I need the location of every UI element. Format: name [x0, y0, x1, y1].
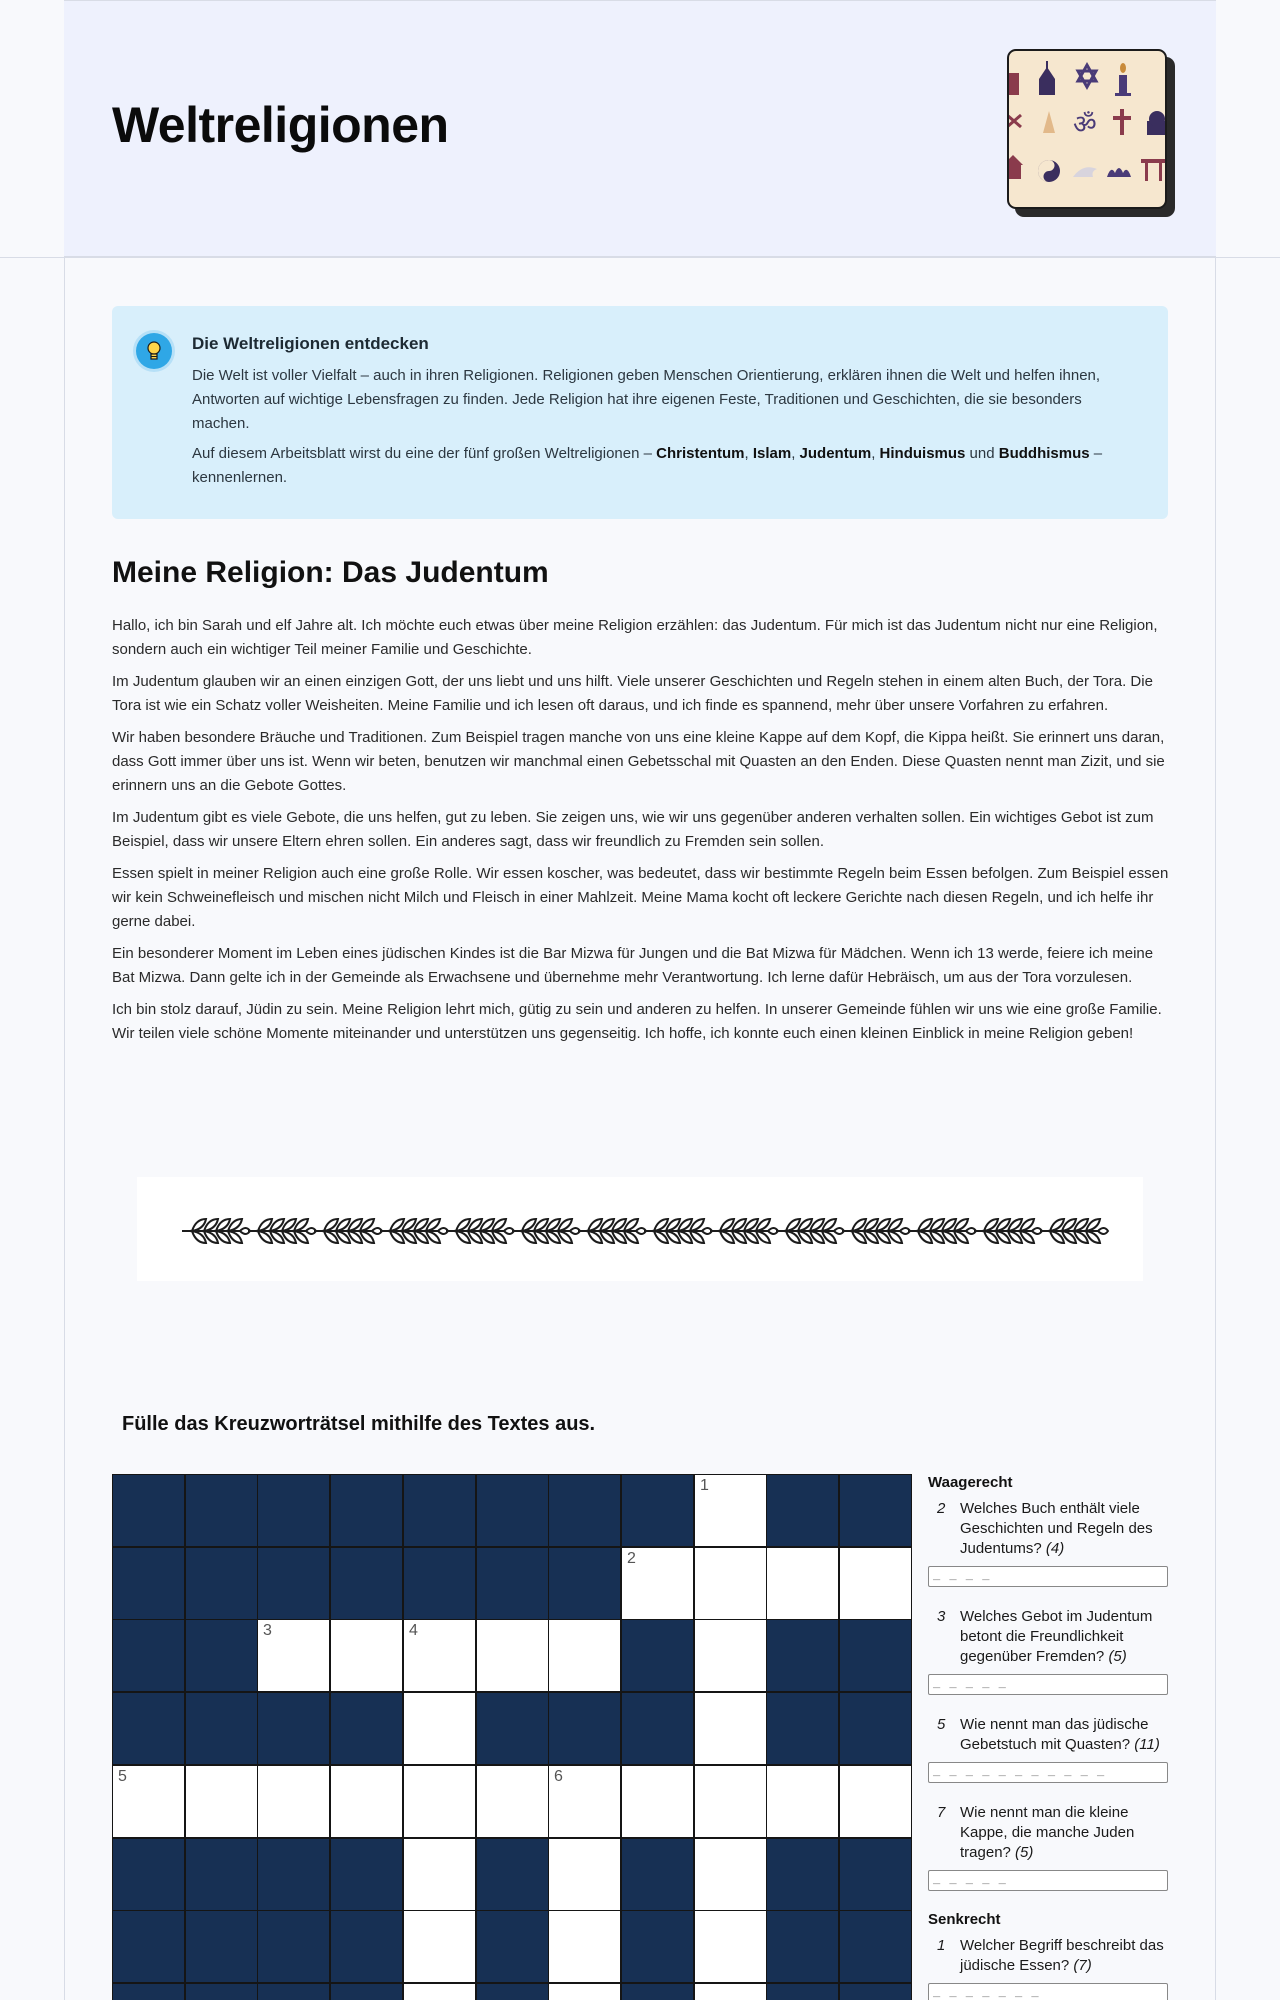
clue-length: (4) — [1045, 1540, 1065, 1557]
crossword-input-cell[interactable] — [694, 1838, 767, 1911]
olive-branch-icon — [1040, 1219, 1108, 1243]
clue-question: Wie nennt man das jüdische Gebetstuch mit Quasten? — [960, 1716, 1149, 1753]
olive-branch-icon — [512, 1219, 580, 1243]
crossword-clue-number: 2 — [627, 1550, 636, 1567]
crossword-block-cell — [257, 1838, 330, 1911]
crossword-clue-number: 4 — [409, 1622, 418, 1639]
crossword-block-cell — [403, 1474, 476, 1547]
crossword-block-cell — [257, 1547, 330, 1620]
callout-body — [192, 364, 1142, 490]
clue-number: 1 — [937, 1937, 946, 1954]
separator: , — [744, 445, 753, 462]
religion-islam: Islam — [752, 445, 792, 462]
crossword-block-cell — [112, 1474, 185, 1547]
crossword-block-cell — [330, 1547, 403, 1620]
olive-branch-icon — [974, 1219, 1042, 1243]
crossword-block-cell — [476, 1910, 549, 1983]
crossword-input-cell[interactable] — [330, 1619, 403, 1692]
olive-branch-icon — [776, 1219, 844, 1243]
crossword-input-cell[interactable] — [839, 1547, 912, 1620]
crossword-block-cell — [766, 1983, 839, 2000]
separator: , — [871, 445, 880, 462]
olive-branch-icon — [248, 1219, 316, 1243]
religion-hinduismus: Hinduismus — [879, 445, 966, 462]
crossword-block-cell — [185, 1547, 258, 1620]
crossword-block-cell — [476, 1692, 549, 1765]
crossword-input-cell[interactable] — [403, 1619, 476, 1692]
crossword-block-cell — [621, 1910, 694, 1983]
crossword-input-cell[interactable] — [257, 1765, 330, 1838]
crossword-block-cell — [185, 1692, 258, 1765]
callout-paragraph-1: Die Welt ist voller Vielfalt – auch in ihren Religionen. Religionen geben Menschen Orientierung, erklären ihnen die Welt und helfen ihnen, Antworten auf wichtige Lebensfragen zu finden. Jede Religion hat ihre eigenen Feste, Traditionen und Geschichten, die sie besonders machen. — [192, 367, 1101, 432]
crossword-block-cell — [330, 1910, 403, 1983]
crossword-input-cell[interactable] — [330, 1765, 403, 1838]
svg-text:ॐ: ॐ — [1073, 110, 1097, 140]
clue-item — [928, 1936, 1168, 2000]
crossword-input-cell[interactable] — [257, 1619, 330, 1692]
crossword-input-cell[interactable] — [694, 1619, 767, 1692]
olive-branch-icon — [182, 1219, 250, 1243]
clue-number: 2 — [937, 1500, 946, 1517]
crossword-block-cell — [621, 1838, 694, 1911]
clue-text — [928, 1715, 1168, 1755]
crossword-input-cell[interactable] — [548, 1838, 621, 1911]
crossword-input-cell[interactable] — [403, 1765, 476, 1838]
crossword-block-cell — [766, 1838, 839, 1911]
crossword-block-cell — [330, 1474, 403, 1547]
crossword-block-cell — [257, 1692, 330, 1765]
crossword-block-cell — [839, 1910, 912, 1983]
crossword-input-cell[interactable] — [766, 1547, 839, 1620]
crossword-block-cell — [257, 1983, 330, 2000]
crossword-input-cell[interactable] — [185, 1765, 258, 1838]
callout-title: Die Weltreligionen entdecken — [192, 334, 429, 353]
down-clues — [928, 1936, 1168, 2000]
crossword-block-cell — [112, 1910, 185, 1983]
crossword-clues — [928, 1474, 1168, 2000]
clue-length: (7) — [1073, 1957, 1092, 1974]
crossword-block-cell — [839, 1474, 912, 1547]
clue-question: Welcher Begriff beschreibt das jüdische Essen? — [960, 1937, 1164, 1974]
crossword-input-cell[interactable] — [476, 1619, 549, 1692]
religion-judentum: Judentum — [799, 445, 872, 462]
olive-branch-icon — [644, 1219, 712, 1243]
crossword-block-cell — [766, 1474, 839, 1547]
answer-field[interactable]: _ _ _ _ _ — [928, 1674, 1168, 1695]
clue-item — [928, 1715, 1168, 1783]
crossword-block-cell — [548, 1692, 621, 1765]
story-paragraph: Wir haben besondere Bräuche und Traditionen. Zum Beispiel tragen manche von uns eine kleine Kappe auf dem Kopf, die Kippa heißt. Sie erinnert uns daran, dass Gott immer über uns ist. Wenn wir beten, benutzen wir manchmal einen Gebetsschal mit Quasten an den Enden. Diese Quasten nennt man Zizit, und sie erinnern uns an die Gebote Gottes. — [112, 729, 1165, 794]
crossword-block-cell — [839, 1983, 912, 2000]
story-paragraph: Im Judentum glauben wir an einen einzigen Gott, der uns liebt und uns hilft. Viele unserer Geschichten und Regeln stehen in einem alten Buch, der Tora. Die Tora ist wie ein Schatz voller Weisheiten. Meine Familie und ich lesen oft daraus, und ich finde es spannend, mehr über unsere Vorfahren zu erfahren. — [112, 673, 1153, 714]
crossword-input-cell[interactable] — [403, 1692, 476, 1765]
crossword-input-cell[interactable] — [548, 1765, 621, 1838]
clue-text — [928, 1803, 1168, 1863]
olive-branch-icon — [446, 1219, 514, 1243]
crossword-input-cell[interactable] — [694, 1765, 767, 1838]
crossword-input-cell[interactable] — [548, 1983, 621, 2000]
page-border-left — [64, 0, 65, 2000]
crossword-block-cell — [112, 1838, 185, 1911]
crossword-block-cell — [766, 1619, 839, 1692]
crossword-input-cell[interactable] — [621, 1765, 694, 1838]
clue-length: (5) — [1015, 1844, 1034, 1861]
clue-item — [928, 1803, 1168, 1891]
answer-field[interactable]: _ _ _ _ _ — [928, 1870, 1168, 1891]
crossword-block-cell — [548, 1547, 621, 1620]
crossword-block-cell — [403, 1547, 476, 1620]
olive-branch-icon — [908, 1219, 976, 1243]
clue-length: (5) — [1108, 1648, 1127, 1665]
crossword-block-cell — [476, 1547, 549, 1620]
clue-question: Welches Buch enthält viele Geschichten und Regeln des Judentums? — [960, 1500, 1153, 1557]
clue-text — [928, 1607, 1168, 1667]
clue-number: 5 — [937, 1716, 946, 1733]
crossword-grid — [112, 1474, 913, 2000]
clue-item — [928, 1607, 1168, 1695]
crossword-block-cell — [330, 1692, 403, 1765]
crossword-input-cell[interactable] — [112, 1765, 185, 1838]
crossword-clue-number: 6 — [554, 1768, 563, 1785]
religion-christentum: Christentum — [656, 445, 745, 462]
lightbulb-icon — [136, 333, 172, 369]
crossword-block-cell — [839, 1838, 912, 1911]
crossword-input-cell[interactable] — [403, 1983, 476, 2000]
olive-branch-icon — [578, 1219, 646, 1243]
story-paragraph: Ich bin stolz darauf, Jüdin zu sein. Meine Religion lehrt mich, gütig zu sein und anderen zu helfen. In unserer Gemeinde fühlen wir uns wie eine große Familie. Wir teilen viele schöne Momente miteinander und unterstützen uns gegenseitig. Ich hoffe, ich konnte euch einen kleinen Einblick in meine Religion geben! — [112, 1001, 1162, 1042]
crossword-block-cell — [112, 1692, 185, 1765]
crossword-block-cell — [476, 1838, 549, 1911]
story-text — [112, 614, 1170, 1054]
clue-question: Welches Gebot im Judentum betont die Freundlichkeit gegenüber Fremden? — [960, 1608, 1153, 1665]
religion-buddhismus: Buddhismus — [998, 445, 1090, 462]
header-divider — [0, 257, 1280, 258]
clue-number: 3 — [937, 1608, 946, 1625]
crossword-input-cell[interactable] — [839, 1765, 912, 1838]
clue-item — [928, 1499, 1168, 1587]
clue-length: (11) — [1134, 1736, 1160, 1753]
across-heading: Waagerecht — [928, 1474, 1013, 1491]
crossword-block-cell — [185, 1619, 258, 1692]
crossword-block-cell — [839, 1619, 912, 1692]
crossword-input-cell[interactable] — [694, 1474, 767, 1547]
crossword-input-cell[interactable] — [694, 1910, 767, 1983]
section-title: Meine Religion: Das Judentum — [112, 556, 549, 589]
crossword-block-cell — [621, 1692, 694, 1765]
answer-field[interactable]: _ _ _ _ _ _ _ — [928, 1983, 1168, 2000]
crossword-block-cell — [839, 1692, 912, 1765]
answer-field[interactable]: _ _ _ _ — [928, 1566, 1168, 1587]
crossword-block-cell — [766, 1910, 839, 1983]
clue-question: Wie nennt man die kleine Kappe, die manche Juden tragen? — [960, 1804, 1135, 1861]
page-border-right — [1215, 0, 1216, 2000]
clue-text — [928, 1499, 1168, 1559]
olive-branch-icon — [314, 1219, 382, 1243]
crossword-block-cell — [112, 1619, 185, 1692]
crossword-block-cell — [621, 1619, 694, 1692]
crossword-block-cell — [112, 1547, 185, 1620]
crossword-block-cell — [185, 1983, 258, 2000]
crossword-block-cell — [185, 1838, 258, 1911]
down-heading: Senkrecht — [928, 1911, 1001, 1928]
crossword-block-cell — [112, 1983, 185, 2000]
crossword-input-cell[interactable] — [403, 1910, 476, 1983]
crossword-input-cell[interactable] — [548, 1619, 621, 1692]
crossword-block-cell — [257, 1474, 330, 1547]
crossword-input-cell[interactable] — [694, 1547, 767, 1620]
crossword-block-cell — [548, 1474, 621, 1547]
separator: und — [965, 445, 999, 462]
olive-branch-icon — [710, 1219, 778, 1243]
callout-paragraph-2 — [192, 442, 1142, 490]
story-paragraph: Hallo, ich bin Sarah und elf Jahre alt. Ich möchte euch etwas über meine Religion erzählen: das Judentum. Für mich ist das Judentum nicht nur eine Religion, sondern auch ein wichtiger Teil meiner Familie und Geschichte. — [112, 617, 1158, 658]
across-clues — [928, 1499, 1168, 1891]
crossword-input-cell[interactable] — [766, 1765, 839, 1838]
answer-field[interactable]: _ _ _ _ _ _ _ _ _ _ _ — [928, 1762, 1168, 1783]
clue-number: 7 — [937, 1804, 946, 1821]
crossword-input-cell[interactable] — [694, 1692, 767, 1765]
crossword-block-cell — [330, 1838, 403, 1911]
crossword-input-cell[interactable] — [694, 1983, 767, 2000]
story-paragraph: Ein besonderer Moment im Leben eines jüdischen Kindes ist die Bar Mizwa für Jungen und die Bat Mizwa für Mädchen. Wenn ich 13 werde, feiere ich meine Bat Mizwa. Dann gelte ich in der Gemeinde als Erwachsene und übernehme mehr Verantwortung. Ich lerne dafür Hebräisch, um aus der Tora vorzulesen. — [112, 945, 1154, 986]
olive-branch-icon — [842, 1219, 910, 1243]
crossword-block-cell — [621, 1474, 694, 1547]
crossword-block-cell — [257, 1910, 330, 1983]
crossword-clue-number: 3 — [263, 1622, 272, 1639]
crossword-clue-number: 5 — [118, 1768, 127, 1785]
crossword-block-cell — [330, 1983, 403, 2000]
world-religions-symbols-icon — [1007, 49, 1167, 209]
crossword-clue-number: 1 — [700, 1477, 709, 1494]
callout-text: – kennenlernen. — [192, 445, 1103, 486]
page-title: Weltreligionen — [112, 97, 449, 153]
crossword-block-cell — [185, 1910, 258, 1983]
separator: , — [791, 445, 800, 462]
decorative-divider — [137, 1177, 1143, 1281]
clue-text — [928, 1936, 1168, 1976]
crossword-input-cell[interactable] — [476, 1765, 549, 1838]
crossword-block-cell — [185, 1474, 258, 1547]
story-paragraph: Essen spielt in meiner Religion auch eine große Rolle. Wir essen koscher, was bedeutet, dass wir bestimmte Regeln beim Essen befolgen. Zum Beispiel essen wir kein Schweinefleisch und mischen nicht Milch und Fleisch in einer Mahlzeit. Meine Mama kocht oft leckere Gerichte nach diesen Regeln, und ich helfe ihr gerne dabei. — [112, 865, 1169, 930]
crossword-input-cell[interactable] — [403, 1838, 476, 1911]
crossword-heading: Fülle das Kreuzworträtsel mithilfe des Textes aus. — [122, 1413, 596, 1435]
crossword-input-cell[interactable] — [548, 1910, 621, 1983]
crossword-block-cell — [621, 1983, 694, 2000]
olive-branch-icon — [380, 1219, 448, 1243]
olive-branch-row — [137, 1177, 1143, 1281]
callout-text: Auf diesem Arbeitsblatt wirst du eine der fünf großen Weltreligionen – — [192, 445, 657, 462]
crossword-block-cell — [476, 1983, 549, 2000]
story-paragraph: Im Judentum gibt es viele Gebote, die uns helfen, gut zu leben. Sie zeigen uns, wie wir uns gegenüber anderen verhalten sollen. Ein wichtiges Gebot ist zum Beispiel, dass wir unsere Eltern ehren sollen. Ein anderes sagt, dass wir freundlich zu Fremden sein sollen. — [112, 809, 1154, 850]
info-callout — [112, 306, 1168, 519]
crossword-input-cell[interactable] — [621, 1547, 694, 1620]
crossword-block-cell — [766, 1692, 839, 1765]
crossword-block-cell — [476, 1474, 549, 1547]
